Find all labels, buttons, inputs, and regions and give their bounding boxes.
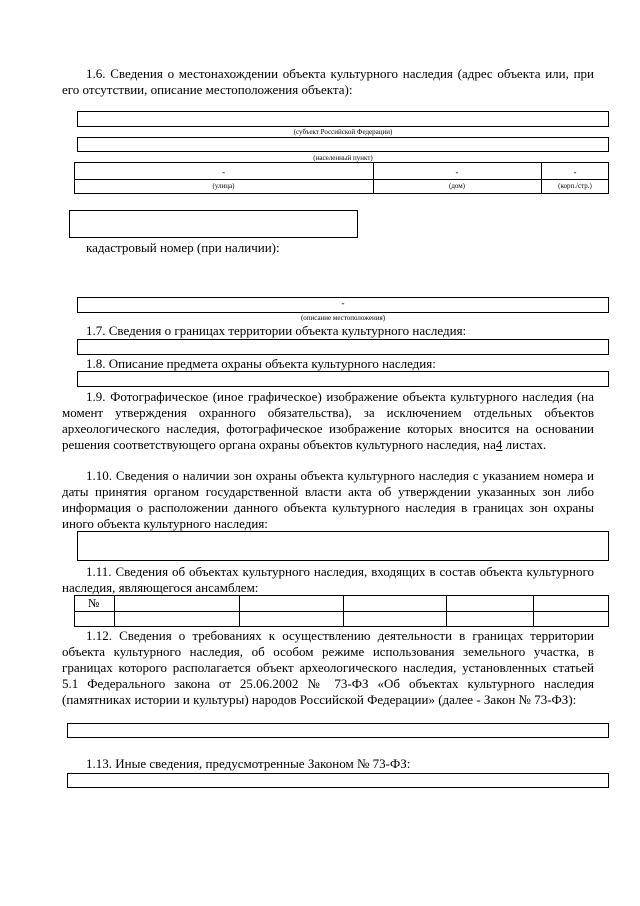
locality-field[interactable] <box>77 137 609 152</box>
street-value[interactable]: - <box>222 167 225 177</box>
section-1-10-text: 1.10. Сведения о наличии зон охраны объекта культурного наследия с указанием номера и даты принятия органом государственной власти акта об утверждении указанных зон либо информация о расположении данного объекта культурного наследия в границах зон охраны иного объекта культурного наследия: <box>62 468 594 531</box>
territory-boundaries-field[interactable] <box>77 339 609 355</box>
building-value[interactable]: - <box>573 167 577 177</box>
section-1-8-text: 1.8. Описание предмета охраны объекта культурного наследия: <box>86 356 436 371</box>
house-caption: (дом) <box>448 182 466 190</box>
location-caption: (описание местоположения) <box>300 314 386 322</box>
building-caption: (корп./стр.) <box>558 182 592 190</box>
section-1-12-text: 1.12. Сведения о требованиях к осуществлению деятельности в границах территории объекта культурного наследия, об особом режиме использования земельного участка, в границах которого располагается объект археологического наследия, установленных статьей 5.1 Федерального закона от 25.06.2002 № 73-ФЗ «Об объектах культурного наследия (памятниках истории и культуры) народов Российской Федерации» (далее - Закон № 73-ФЗ): <box>62 628 594 707</box>
other-info-field[interactable] <box>67 773 609 788</box>
street-caption: (улица) <box>212 182 235 190</box>
location-value: - <box>341 298 345 308</box>
locality-caption: (населенный пункт) <box>313 154 373 162</box>
protection-zones-field[interactable] <box>77 531 609 561</box>
section-1-9-text <box>62 389 594 453</box>
sheets-count[interactable]: 4 <box>495 437 503 452</box>
section-1-11-text: 1.11. Сведения об объектах культурного наследия, входящих в состав объекта культурного наследия, являющегося ансамблем: <box>62 564 594 595</box>
cadastral-label: кадастровый номер (при наличии): <box>86 240 280 255</box>
cadastral-number-field[interactable] <box>69 210 358 238</box>
house-value[interactable]: - <box>455 167 459 177</box>
section-1-9-body: 1.9. Фотографическое (иное графическое) изображение объекта культурного наследия (на момент утверждения охранного обязательства), за исключением отдельных объектов археологического наследия, фотографическое изображение которых вносится на основании решения соответствующего органа охраны объектов культурного наследия, на <box>62 389 594 452</box>
section-1-6-text: 1.6. Сведения о местонахождении объекта культурного наследия (адрес объекта или, при его отсутствии, описание местоположения объекта): <box>62 66 594 97</box>
table-number-header: № <box>88 596 100 610</box>
protection-subject-field[interactable] <box>77 371 609 387</box>
subject-caption: (субъект Российской Федерации) <box>293 128 393 136</box>
section-1-13-text: 1.13. Иные сведения, предусмотренные Законом № 73-ФЗ: <box>86 756 411 771</box>
activity-requirements-field[interactable] <box>67 723 609 738</box>
section-1-7-text: 1.7. Сведения о границах территории объекта культурного наследия: <box>86 323 467 338</box>
sheets-word: листах. <box>505 437 547 452</box>
subject-field[interactable] <box>77 111 609 127</box>
